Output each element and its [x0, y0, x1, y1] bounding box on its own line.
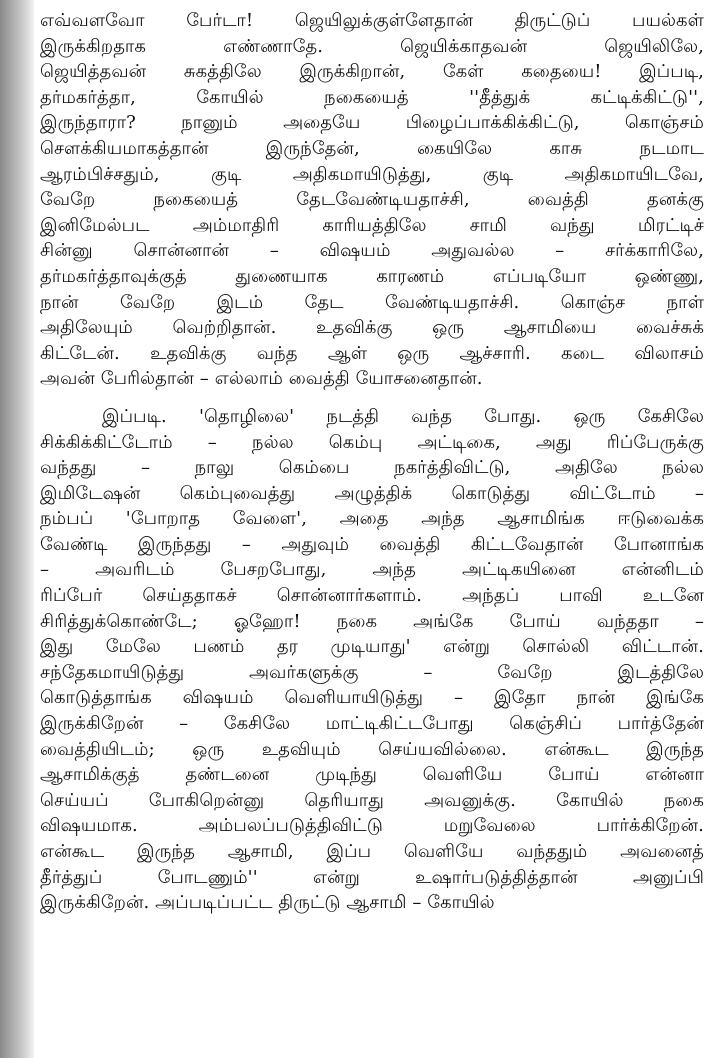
text-line: – அவரிடம் பேசறபோது, அந்த அட்டிகயினை என்னிடம் [40, 559, 704, 581]
text-line: எவ்வளவோ பேர்டா! ஜெயிலுக்குள்ளேதான் திருட்டுப் பயல்கள் [40, 10, 704, 31]
text-line: சின்னு சொன்னான் – விஷயம் அதுவல்ல – சர்க்காரிலே, [40, 240, 704, 262]
paragraph-1 [40, 8, 704, 392]
paragraph-2 [40, 404, 704, 916]
text-line: தர்மகர்த்தா, கோயில் நகையைத் ''தீத்துக் கட்டிக்கிட்டு'', [40, 86, 704, 108]
text-line: இருக்கிறதாக எண்ணாதே. ஜெயிக்காதவன் ஜெயிலிலே, [40, 35, 704, 57]
page-gutter-shadow [0, 0, 34, 1058]
text-line: இனிமேல்பட அம்மாதிரி காரியத்திலே சாமி வந்து மிரட்டிச் [40, 214, 704, 236]
text-line: ரிப்பேர் செய்ததாகச் சொன்னார்களாம். அந்தப் பாவி உடனே [40, 585, 704, 607]
text-line: செய்யப் போகிறென்னு தெரியாது அவனுக்கு. கோயில் நகை [40, 789, 704, 811]
text-line: சௌக்கியமாகத்தான் இருந்தேன், கையிலே காசு நடமாட [40, 137, 704, 159]
text-line: சந்தேகமாயிடுத்து அவர்களுக்கு – வேறே இடத்திலே [40, 661, 704, 683]
text-line: நம்பப் 'போறாத வேளை', அதை அந்த ஆசாமிங்க ஈடுவைக்க [40, 508, 704, 530]
text-line: கொடுத்தாங்க விஷயம் வெளியாயிடுத்து – இதோ நான் இங்கே [40, 687, 704, 709]
text-line: இது மேலே பணம் தர முடியாது' என்று சொல்லி விட்டான். [40, 636, 704, 658]
text-line: ஆசாமிக்குத் தண்டனை முடிந்து வெளியே போய் என்னா [40, 764, 704, 786]
text-line: இருந்தாரா? நானும் அதையே பிழைப்பாக்கிக்கிட்டு, கொஞ்சம் [40, 112, 704, 134]
text-line: இமிடேஷன் கெம்புவைத்து அழுத்திக் கொடுத்து விட்டோம் – [40, 482, 704, 504]
text-line: சிரித்துக்கொண்டே; ஓஹோ! நகை அங்கே போய் வந்ததா – [40, 610, 704, 632]
text-line: ஜெயித்தவன் சுகத்திலே இருக்கிறான், கேள் கதையை! இப்படி, [40, 61, 704, 83]
text-line: இப்படி. 'தொழிலை' நடத்தி வந்த போது. ஒரு கேசிலே [102, 405, 704, 427]
text-line: அவன் பேரில்தான் – எல்லாம் வைத்தி யோசனைதான். [40, 368, 483, 390]
text-line: தீர்த்துப் போடணும்'' என்று உஷார்படுத்தித்தான் அனுப்பி [40, 866, 704, 888]
text-line: தர்மகர்த்தாவுக்குத் துணையாக காரணம் எப்படியோ ஒண்ணு, [40, 265, 704, 287]
document-page [40, 8, 704, 1048]
paragraph-gap [40, 392, 704, 404]
text-line: வேறே நகையைத் தேடவேண்டியதாச்சி, வைத்தி தனக்கு [40, 189, 704, 211]
text-line: இருக்கிறேன் – கேசிலே மாட்டிகிட்டபோது கெஞ்சிப் பார்த்தேன் [40, 713, 704, 735]
text-line: வேண்டி இருந்தது – அதுவும் வைத்தி கிட்டவேதான் போனாங்க [40, 533, 704, 555]
text-line: இருக்கிறேன். அப்படிப்பட்ட திருட்டு ஆசாமி – கோயில் [40, 892, 495, 914]
text-line: கிட்டேன். உதவிக்கு வந்த ஆள் ஒரு ஆச்சாரி. கடை விலாசம் [40, 342, 704, 364]
text-line: வைத்தியிடம்; ஒரு உதவியும் செய்யவில்லை. என்கூட இருந்த [40, 738, 704, 760]
text-line: வந்தது – நாலு கெம்பை நகர்த்திவிட்டு, அதிலே நல்ல [40, 457, 704, 479]
text-line: விஷயமாக. அம்பலப்படுத்திவிட்டு மறுவேலை பார்க்கிறேன். [40, 815, 704, 837]
text-line: நான் வேறே இடம் தேட வேண்டியதாச்சி. கொஞ்ச நாள் [40, 291, 704, 313]
text-line: சிக்கிக்கிட்டோம் – நல்ல கெம்பு அட்டிகை, அது ரிப்பேருக்கு [40, 431, 704, 453]
text-line: ஆரம்பிச்சதும், குடி அதிகமாயிடுத்து, குடி அதிகமாயிடவே, [40, 163, 704, 185]
text-line: அதிலேயும் வெற்றிதான். உதவிக்கு ஒரு ஆசாமியை வைச்சுக் [40, 317, 704, 339]
text-line: என்கூட இருந்த ஆசாமி, இப்ப வெளியே வந்ததும் அவனைத் [40, 841, 704, 862]
